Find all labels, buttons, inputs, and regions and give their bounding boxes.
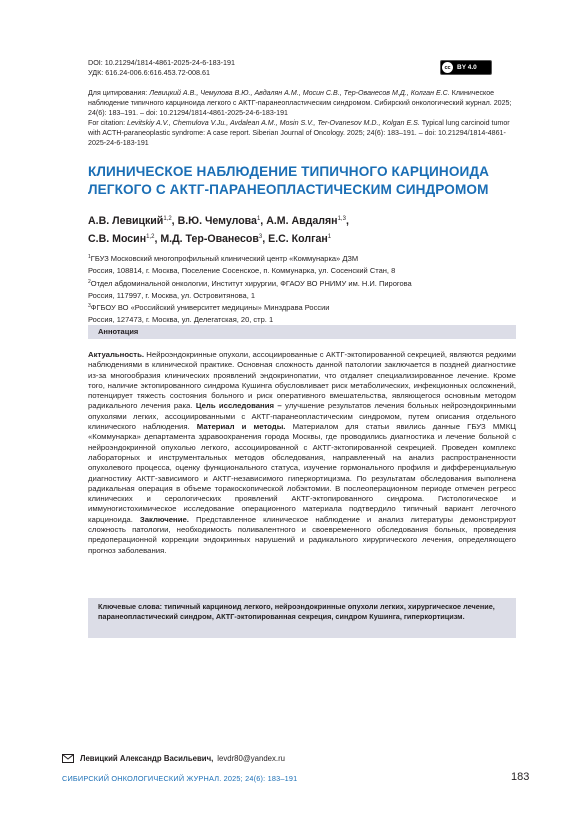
page-number: 183 (511, 771, 530, 783)
citation-ru-text: Клиническое наблюдение типичного карциноида легкого с АКТГ-паранеопластическим синдромом. Сибирский онкологический журнал. 2025; 24(6): 183–191. – doi: 10.21294/1814-4861-2025-24-6-183-191 (88, 89, 512, 117)
annotation-header: Аннотация (88, 325, 516, 339)
citation-en-authors: Levitskiy A.V., Chemulova V.Ju., Avdalean A.M., Mosin S.V., Ter-Ovanesov M.D., Kolgan E.S. (127, 119, 420, 127)
author: Е.С. Колган$^1$ (268, 233, 332, 245)
affiliation-line: $^3$ФГБОУ ВО «Российский университет медицины» Минздрава России (88, 303, 330, 313)
contact-email[interactable]: levdr80@yandex.ru (217, 754, 286, 763)
citation-en (88, 118, 520, 148)
affiliation-line: $^2$Отдел абдоминальной онкологии, Институт хирургии, ФГАОУ ВО РНИМУ им. Н.И. Пирогова (88, 278, 412, 288)
author: В.Ю. Чемулова$^1$, (177, 215, 267, 227)
abstract-heading-relevance: Актуальность. (88, 350, 145, 359)
author: С.В. Мосин$^{1,2}$, (88, 233, 161, 245)
keywords-label: Ключевые слова: (98, 602, 163, 611)
keywords-box (88, 598, 516, 638)
doi-block (88, 58, 235, 78)
footer-journal-title: СИБИРСКИЙ ОНКОЛОГИЧЕСКИЙ ЖУРНАЛ. 2025; 24(6): 183–191 (62, 774, 298, 783)
affiliation-line: Россия, 127473, г. Москва, ул. Делегатская, 20, стр. 1 (88, 315, 274, 325)
affiliation-line: $^1$ГБУЗ Московский многопрофильный клинический центр «Коммунарка» ДЗМ (88, 254, 359, 263)
affiliation-line: Россия, 117997, г. Москва, ул. Островитянова, 1 (88, 290, 256, 300)
abstract-relevance: Нейроэндокринные опухоли, ассоциированные с АКТГ-эктопированной секрецией, являются редкими наблюдениями в клинической практике. Основная сложность данной патологии заключается в поздней диагностике из-за многообразия клинических проявлений эндокринопатии, что отдаляет специализированное лечение. Кроме того, наличие эктопированного синдрома Кушинга обусловливает риск метаболических, инфекционных осложнений, потенцирует тяжесть состояния больного и риск оперативного вмешательства, являющегося основным методом радикального лечения рака. (88, 350, 516, 411)
cc-license-badge[interactable] (440, 60, 492, 75)
affiliations (88, 252, 518, 326)
license-label: BY 4.0 (457, 64, 477, 71)
author: А.В. Левицкий$^{1,2}$, (88, 215, 178, 227)
contact-name: Левицкий Александр Васильевич, (80, 754, 214, 763)
citation-ru-authors: Левицкий А.В., Чемулова В.Ю., Авдалян А.М., Мосин С.В., Тер-Ованесов М.Д., Колган Е.С. (149, 89, 450, 97)
udk-text: УДК: 616.24-006.6:616.453.72-008.61 (88, 68, 211, 77)
abstract-text (88, 350, 516, 556)
citation-en-label: For citation: (88, 119, 126, 127)
abstract-conclusion: Представленное клиническое наблюдение и анализ литературы демонстрируют сложность патологии, необходимость поливалентного и своевременного обследования больных, проведения предоперационной коррекции эндокринных нарушений и радикального хирургического лечения, определяющего прогноз заболевания. (88, 514, 516, 555)
author: А.М. Авдалян$^{1,3}$, (266, 215, 349, 227)
affiliation-line: Россия, 108814, г. Москва, Поселение Сосенское, п. Коммунарка, ул. Сосенский Стан, 8 (88, 266, 396, 276)
corresponding-author (62, 753, 285, 764)
authors-list (88, 211, 518, 247)
abstract-methods: Материалом для статьи явились данные ГБУЗ ММКЦ «Коммунарка» департамента здравоохранения города Москвы, где проводились диагностика и лечение больной с нейроэндокринной опухолью легкого, ассоциированной с АКТГ-эктопированной секрецией. Проведен комплекс лабораторных и инструментальных методов обследования, направленный на анализ распространенности опухолевого процесса, оценку функционального статуса, изучение гормонального профиля и дифференциальную диагностику АКТГ-зависимого и АКТГ-независимого гиперкортицизма. По результатам обследования выполнена радикальная операция в объеме торакоскопической лобэктомии. В послеоперационном периоде отмечен регресс клинических и серологических проявлений АКТГ-эктопированного синдрома. Гистологическое и иммуногистохимическое исследование операционного материала подтвердило типичный вариант легочного карциноида. (88, 422, 516, 524)
abstract-aim: улучшение результатов лечения больных нейроэндокринными опухолями легких, ассоциированными с АКТГ-паранеопластическим синдромом, путем описания отдельного клинического наблюдения. (88, 401, 516, 432)
citation-ru (88, 88, 520, 118)
citation-ru-label: Для цитирования: (88, 89, 148, 97)
citation-en-text: Typical lung carcinoid tumor with ACTH-paraneoplastic syndrome: A case report. Siberian Journal of Oncology. 2025; 24(6): 183–191. – doi: 10.21294/1814-4861-2025-24-6-183-191 (88, 119, 510, 147)
abstract-heading-conclusion: Заключение. (139, 514, 189, 524)
doi-text: DOI: 10.21294/1814-4861-2025-24-6-183-191 (88, 58, 236, 67)
abstract-heading-aim: Цель исследования – (195, 401, 282, 411)
mail-icon (62, 754, 74, 763)
author: М.Д. Тер-Ованесов$^3$, (160, 233, 269, 245)
keywords-text: типичный карциноид легкого, нейроэндокринные опухоли легких, хирургическое лечение, паранеопластический синдром, АКТГ-эктопированная секреция, синдром Кушинга, гиперкортицизм. (98, 602, 495, 621)
cc-icon: cc (442, 62, 453, 73)
abstract-heading-methods: Материал и методы. (196, 422, 286, 432)
citation-block (88, 88, 520, 148)
article-title: КЛИНИЧЕСКОЕ НАБЛЮДЕНИЕ ТИПИЧНОГО КАРЦИНОИДА ЛЕГКОГО С АКТГ-ПАРАНЕОПЛАСТИЧЕСКИМ СИНДРОМОМ (88, 164, 490, 197)
